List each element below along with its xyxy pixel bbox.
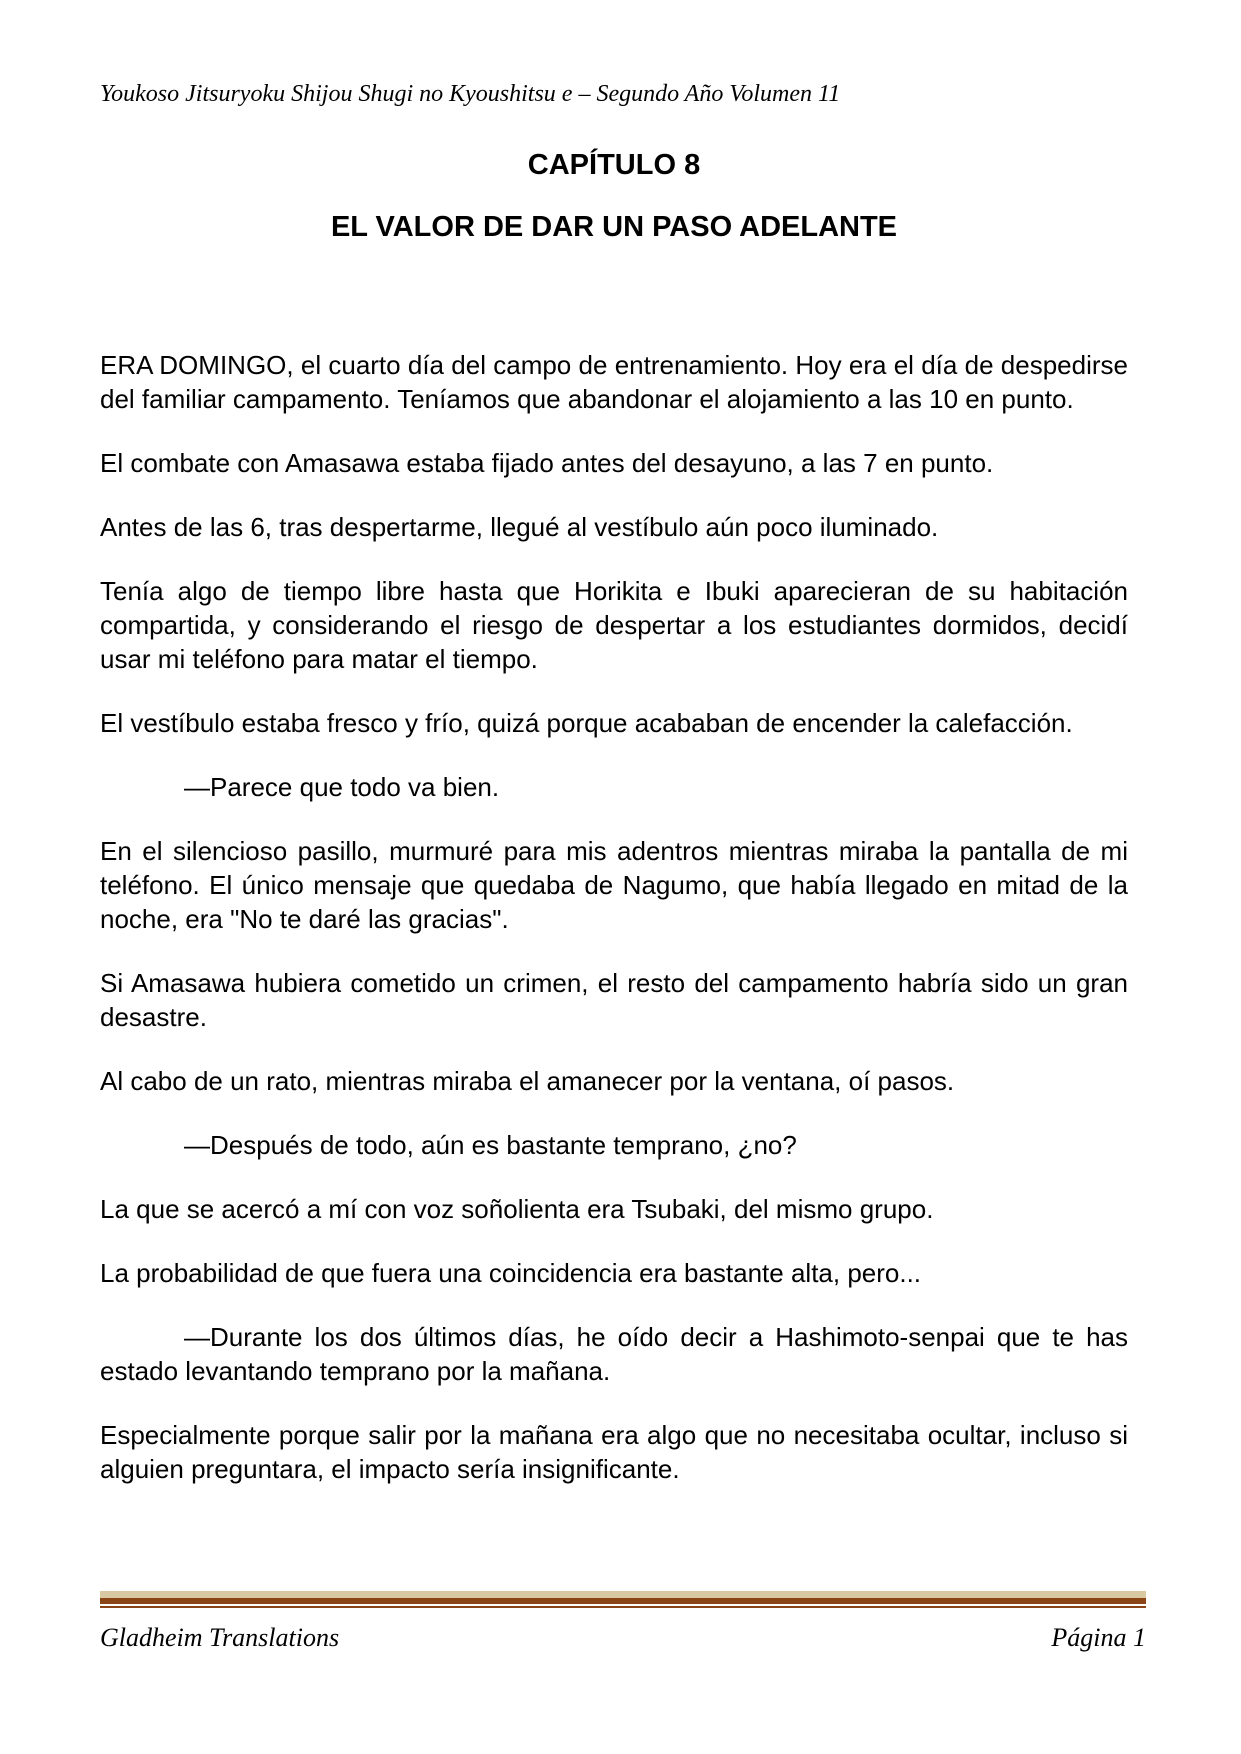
paragraph: En el silencioso pasillo, murmuré para mis adentros mientras miraba la pantalla de mi teléfono. El único mensaje que quedaba de Nagumo, que había llegado en mitad de la noche, era "No te daré las gracias".	[100, 836, 1128, 934]
paragraph: El combate con Amasawa estaba fijado antes del desayuno, a las 7 en punto.	[100, 448, 994, 478]
paragraph: La que se acercó a mí con voz soñolienta era Tsubaki, del mismo grupo.	[100, 1194, 934, 1224]
dialogue-paragraph: —Durante los dos últimos días, he oído decir a Hashimoto-senpai que te has estado levantando temprano por la mañana.	[100, 1322, 1128, 1386]
chapter-number-heading: CAPÍTULO 8	[527, 149, 701, 181]
body-text	[100, 348, 1128, 1486]
footer-translator-credit: Gladheim Translations	[100, 1623, 340, 1652]
paragraph: Especialmente porque salir por la mañana era algo que no necesitaba ocultar, incluso si alguien preguntara, el impacto sería insignificante.	[100, 1420, 1128, 1484]
paragraph: ERA DOMINGO, el cuarto día del campo de entrenamiento. Hoy era el día de despedirse del familiar campamento. Teníamos que abandonar el alojamiento a las 10 en punto.	[100, 350, 1128, 414]
page-footer	[100, 1598, 1146, 1654]
dialogue-paragraph: —Después de todo, aún es bastante temprano, ¿no?	[184, 1130, 797, 1160]
footer-page-number: Página 1	[1051, 1623, 1146, 1652]
paragraph: Tenía algo de tiempo libre hasta que Horikita e Ibuki aparecieran de su habitación compartida, y considerando el riesgo de despertar a los estudiantes dormidos, decidí usar mi teléfono para matar el tiempo.	[100, 576, 1128, 674]
paragraph: La probabilidad de que fuera una coincidencia era bastante alta, pero...	[100, 1258, 922, 1288]
paragraph: El vestíbulo estaba fresco y frío, quizá porque acababan de encender la calefacción.	[100, 708, 1073, 738]
paragraph: Si Amasawa hubiera cometido un crimen, el resto del campamento habría sido un gran desastre.	[100, 968, 1128, 1032]
chapter-title-heading: EL VALOR DE DAR UN PASO ADELANTE	[330, 211, 898, 243]
paragraph: Antes de las 6, tras despertarme, llegué al vestíbulo aún poco iluminado.	[100, 512, 939, 542]
paragraph: Al cabo de un rato, mientras miraba el amanecer por la ventana, oí pasos.	[100, 1066, 955, 1096]
dialogue-paragraph: —Parece que todo va bien.	[184, 772, 500, 802]
page-header: Youkoso Jitsuryoku Shijou Shugi no Kyoushitsu e – Segundo Año Volumen 11	[100, 81, 841, 107]
footer-divider	[100, 1598, 1146, 1608]
